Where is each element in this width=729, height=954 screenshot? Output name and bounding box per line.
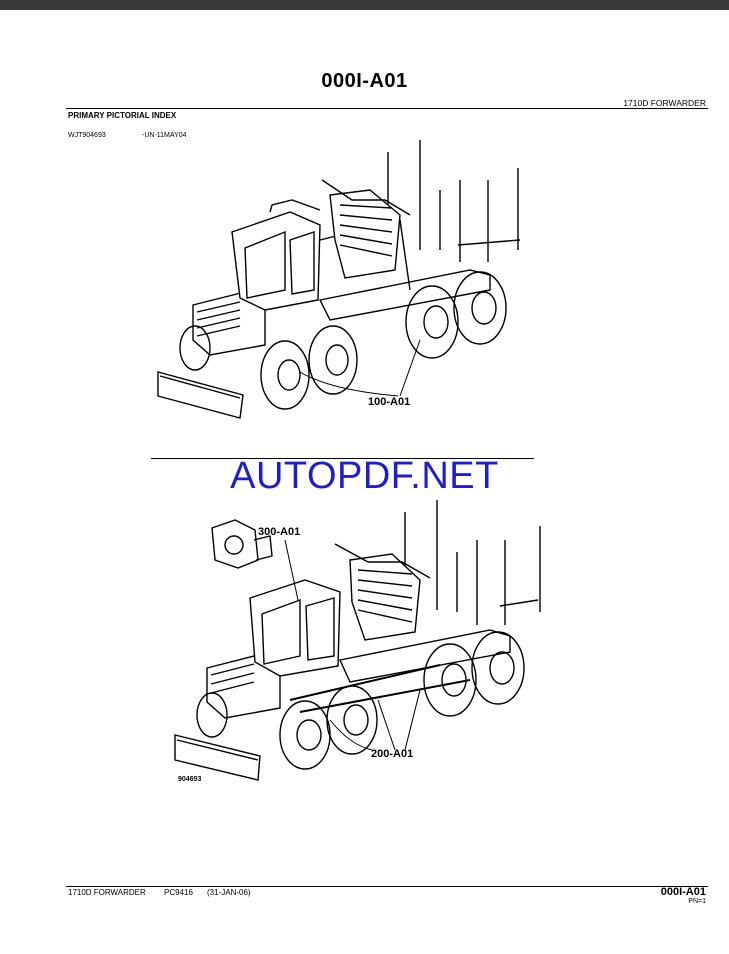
watermark: AUTOPDF.NET (230, 455, 499, 497)
footer-date: (31-JAN-06) (207, 888, 251, 897)
figure-number: 904693 (178, 776, 202, 783)
figure-date: -UN-11MAY04 (142, 132, 187, 139)
footer-divider (66, 886, 708, 887)
callout-100-a01: 100-A01 (368, 396, 411, 408)
figure-id: WJT904693 (68, 132, 106, 139)
page-title: 000I-A01 (321, 70, 408, 92)
footer-model: 1710D FORWARDER (68, 888, 146, 897)
callout-300-a01: 300-A01 (258, 526, 301, 538)
footer-page: PN=1 (688, 898, 706, 905)
callout-200-a01: 200-A01 (371, 748, 414, 760)
section-title: PRIMARY PICTORIAL INDEX (68, 111, 177, 120)
footer-ref: 000I-A01 (660, 886, 706, 898)
header-model: 1710D FORWARDER (623, 98, 706, 108)
footer-pc: PC9416 (164, 888, 193, 897)
